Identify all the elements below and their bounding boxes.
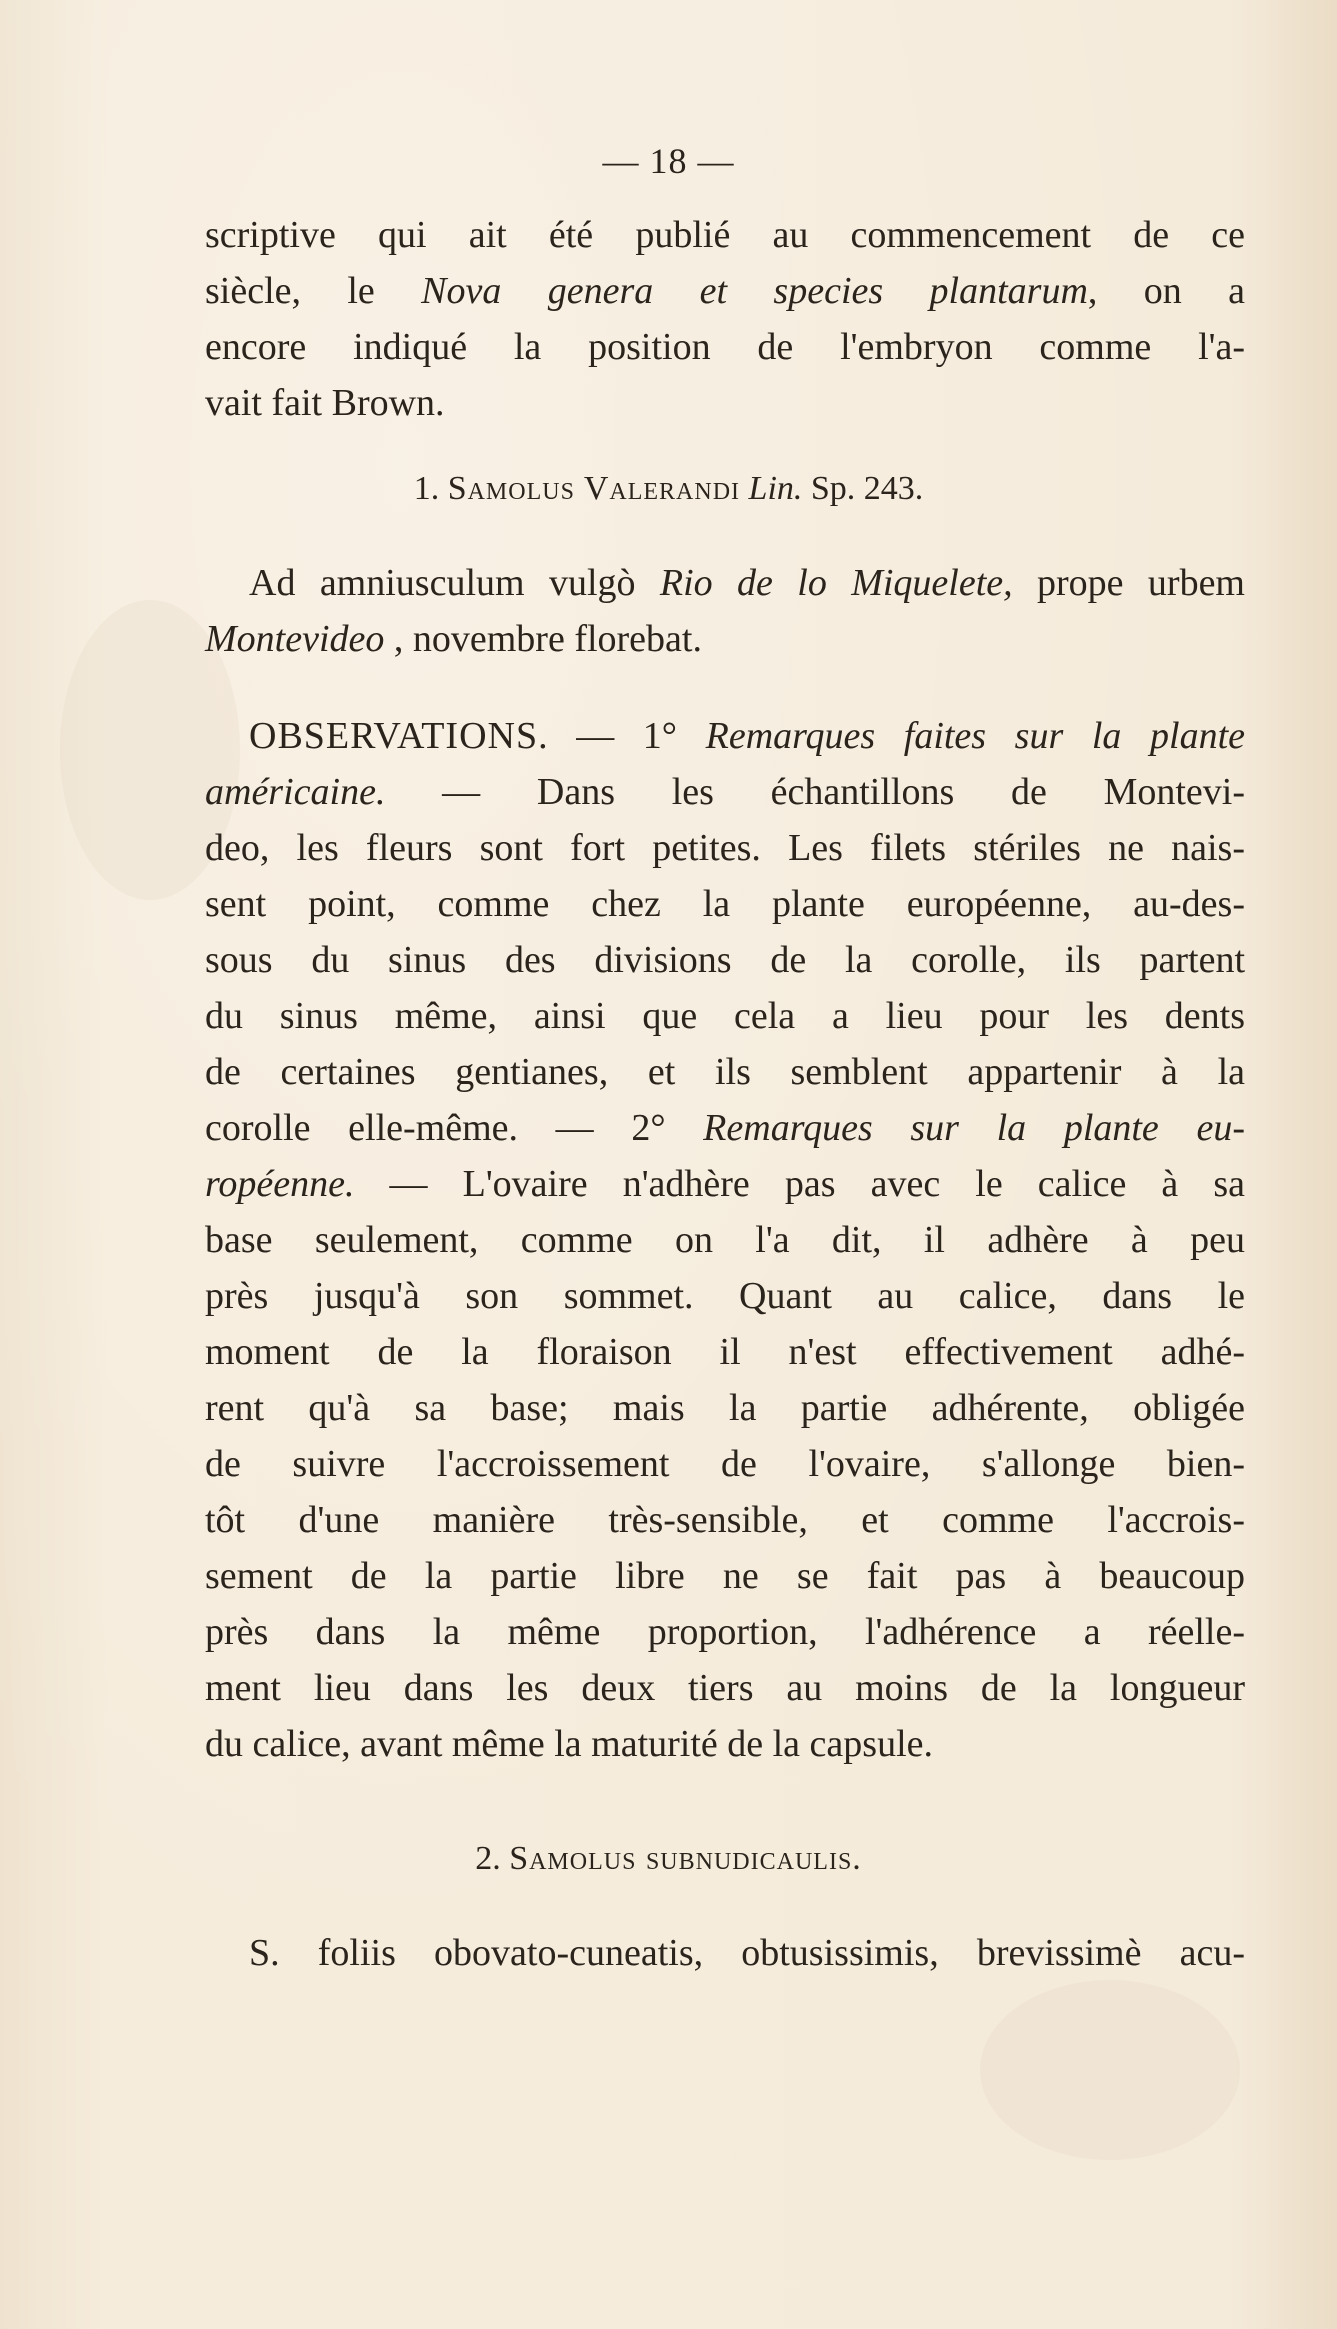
text-line (205, 1604, 1245, 1660)
text-line (205, 1436, 1245, 1492)
text-line (205, 1324, 1245, 1380)
intro-paragraph (205, 207, 1245, 431)
text-line (205, 932, 1245, 988)
text-run: base seulement, comme on l'a dit, il adhère à peu (205, 1219, 1245, 1261)
italic-text: Montevideo (205, 618, 385, 660)
text-line (205, 1660, 1245, 1716)
italic-text: américaine. (205, 771, 386, 813)
text-line (205, 611, 1245, 667)
text-line (205, 876, 1245, 932)
species-heading-1 (0, 470, 1337, 508)
italic-text: Nova genera et species plantarum (421, 270, 1088, 312)
text-line (205, 1156, 1245, 1212)
text-line (205, 820, 1245, 876)
text-run: du calice, avant même la maturité de la capsule. (205, 1723, 933, 1765)
species-heading-2 (0, 1840, 1337, 1878)
text-run: S. foliis obovato-cuneatis, obtusissimis, brevissimè acu- (249, 1932, 1245, 1974)
species-author: Lin. (748, 470, 803, 507)
text-line (205, 319, 1245, 375)
text-line (205, 555, 1245, 611)
text-line (205, 1268, 1245, 1324)
text-run: de certaines gentianes, et ils semblent appartenir à la (205, 1051, 1245, 1093)
text-run: moment de la floraison il n'est effectivement adhé- (205, 1331, 1245, 1373)
text-run: prope urbem (1012, 562, 1245, 604)
species-number: 1. (413, 470, 440, 507)
text-line (205, 1492, 1245, 1548)
text-line (205, 1925, 1245, 1981)
text-run: — L'ovaire n'adhère pas avec le calice à sa (354, 1163, 1245, 1205)
text-run: tôt d'une manière très-sensible, et comme l'accrois- (205, 1499, 1245, 1541)
paper-stain (980, 1980, 1240, 2160)
text-run: ment lieu dans les deux tiers au moins de la longueur (205, 1667, 1245, 1709)
text-line (205, 375, 1245, 431)
text-run: — Dans les échantillons de Montevi- (385, 771, 1245, 813)
text-run: OBSERVATIONS (249, 715, 539, 757)
text-line (205, 764, 1245, 820)
text-run: de suivre l'accroissement de l'ovaire, s'allonge bien- (205, 1443, 1245, 1485)
species-name: Samolus Valerandi (447, 470, 741, 507)
species-number: 2. (475, 1840, 501, 1877)
page-number: — 18 — (602, 141, 735, 181)
text-run: vait fait Brown. (205, 382, 445, 424)
text-run: sous du sinus des divisions de la corolle, ils partent (205, 939, 1245, 981)
italic-text: Rio de lo Miquelete, (659, 562, 1013, 604)
text-line (205, 988, 1245, 1044)
text-run: , novembre florebat. (384, 618, 702, 660)
text-run: encore indiqué la position de l'embryon comme l'a- (205, 326, 1245, 368)
text-line (205, 1380, 1245, 1436)
italic-text: Remarques sur la plante eu- (703, 1107, 1245, 1149)
text-run: du sinus même, ainsi que cela a lieu pour les dents (205, 995, 1245, 1037)
text-line (205, 708, 1245, 764)
text-run: , on a (1087, 270, 1245, 312)
text-run: deo, les fleurs sont fort petites. Les filets stériles ne nais- (205, 827, 1245, 869)
text-run: Ad amniusculum vulgò (249, 562, 660, 604)
italic-text: Remarques faites sur la plante (705, 715, 1245, 757)
text-run: près jusqu'à son sommet. Quant au calice, dans le (205, 1275, 1245, 1317)
text-run: siècle, le (205, 270, 422, 312)
observations-paragraph (205, 708, 1245, 1772)
text-run: corolle elle-même. — 2° (205, 1107, 704, 1149)
text-line (205, 1548, 1245, 1604)
species-name: Samolus subnudicaulis. (509, 1840, 862, 1877)
text-line (205, 1212, 1245, 1268)
locality-paragraph (205, 555, 1245, 667)
text-run: sement de la partie libre ne se fait pas à beaucoup (205, 1555, 1245, 1597)
text-line (205, 1100, 1245, 1156)
text-line (205, 263, 1245, 319)
text-run: sent point, comme chez la plante européenne, au-des- (205, 883, 1245, 925)
text-line (205, 1716, 1245, 1772)
species-reference: Sp. 243. (810, 470, 924, 507)
text-run: près dans la même proportion, l'adhérence a réelle- (205, 1611, 1245, 1653)
text-line (205, 207, 1245, 263)
description-paragraph (205, 1925, 1245, 1981)
text-run: scriptive qui ait été publié au commencement de ce (205, 214, 1245, 256)
text-run: . — 1° (538, 715, 706, 757)
italic-text: ropéenne. (205, 1163, 355, 1205)
text-run: rent qu'à sa base; mais la partie adhérente, obligée (205, 1387, 1245, 1429)
text-line (205, 1044, 1245, 1100)
